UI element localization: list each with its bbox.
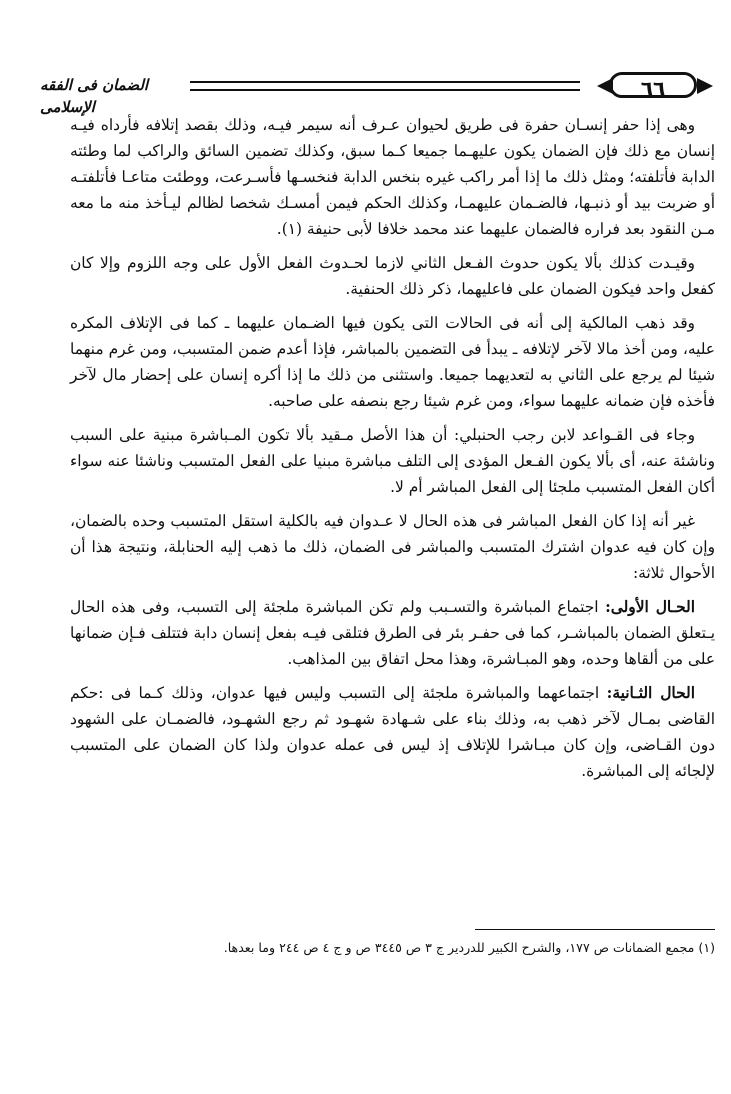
footnote-separator <box>475 929 715 930</box>
paragraph-text: وقد ذهب المالكية إلى أنه فى الحالات التى يكون فيها الضـمان عليهما ـ كما فى الإتلاف المكره عليه، ومن أخذ مالا لآخر لإتلافه ـ يبدأ فى التضمين بالمباشر، فإذا أعدم ضمن المتسبب، ومن غرم منهما شيئا لم يرجع على الثاني به لتعديهما جميعا. واستثنى من ذلك ما إذا أكره إنسان على إحضار مال لآخر فأخذه فإن ضمانه عليهما سواء، ومن غرم شيئا رجع بنصفه على صاحبه. <box>70 314 715 410</box>
paragraph <box>70 680 715 784</box>
paragraph-text: غير أنه إذا كان الفعل المباشر فى هذه الحال لا عـدوان فيه بالكلية استقل المتسبب وحده بالضمان، وإن كان فيه عدوان اشترك المتسبب والمباشر فى الضمان، ذلك ما ذهب إليه الحنابلة، ونتيجة هذا أن الأحوال ثلاثة: <box>70 512 715 582</box>
page-header <box>40 72 715 116</box>
paragraph-text: وجاء فى القـواعد لابن رجب الحنبلي: أن هذا الأصل مـقيد بألا تكون المـباشرة مبنية على السبب وناشئة عنه، أى بألا يكون الفـعل المؤدى إلى التلف مباشرة مبنيا على الفعل المتسبب وناشئا عنه سواء أكان الفعل المتسبب ملجئا إلى الفعل المباشر أم لا. <box>70 426 715 496</box>
paragraph-text: وقيـدت كذلك بألا يكون حدوث الفـعل الثاني لازما لحـدوث الفعل الأول على وجه اللزوم وإلا كان كفعل واحد فيكون الضمان على فاعليهما، ذكر ذلك الحنفية. <box>70 254 715 298</box>
paragraph-text: اجتماعهما والمباشرة ملجئة إلى التسبب وليس فيها عدوان، وذلك كـما فى :حكم القاضى بمـال لآخر ذهب به، وذلك بناء على شـهادة شهـود ثم رجع الشهـود، فالضمـان على الشهود دون القـاضى، وإن كان مبـاشرا للإتلاف إذ ليس فى عمله عدوان ولذا كان الضمان على المتسبب لإلجائه إلى المباشرة. <box>70 684 715 780</box>
main-text <box>70 112 715 792</box>
paragraph <box>70 422 715 500</box>
right-arrow-ornament <box>697 78 713 94</box>
page-number: ٦٦ <box>609 72 697 98</box>
paragraph <box>70 594 715 672</box>
paragraph-text: اجتماع المباشرة والتسـبب ولم تكن المباشرة ملجئة إلى التسبب، وفى هذه الحال يـتعلق الضمان بالمباشـر، كما فى حفـر بئر فى الطرق فتلقى فيـه بفعل إنسان دابة فتتلف فـإن ضمانها على من ألقاها وحده، وهو المبـاشرة، وهذا محل اتفاق بين المذاهب. <box>70 598 715 668</box>
paragraph <box>70 508 715 586</box>
left-arrow-ornament <box>597 78 613 94</box>
paragraph <box>70 310 715 414</box>
paragraph <box>70 112 715 242</box>
footnote: (١) مجمع الضمانات ص ١٧٧، والشرح الكبير للدردير ج ٣ ص ٣٤٤٥ ص و ج ٤ ص ٢٤٤ وما بعدها. <box>223 940 715 955</box>
header-rule <box>190 81 580 91</box>
paragraph <box>70 250 715 302</box>
running-title: الضمان فى الفقه الإسلامى <box>40 76 149 116</box>
paragraph-text: وهى إذا حفر إنسـان حفرة فى طريق لحيوان عـرف أنه سيمر فيـه، وذلك بقصد إتلافه فأرداه فيـه إنسان مع ذلك فإن الضمان يكون عليهـما جميعا كـما سبق، وكذلك تضمين السائق والراكب لما وطئته الدابة فأتلفته؛ ومثل ذلك ما إذا أمر راكب غيره بنخس الدابة فنخسـها فأسـرعت، ووطئت متاعـا فأتلفتـه أو ضربت بيد أو ذنبـها، فالضـمان عليهمـا، وكذلك الحكم فيمن أمسـك شخصا لظالم ليـأخذ منه ما معه مـن النقود بعد فراره فالضمان عليهما عند محمد خلافا لأبى حنيفة (١). <box>70 116 715 238</box>
paragraph-lead: الحال الثـانية: <box>606 684 695 702</box>
paragraph-lead: الحـال الأولى: <box>605 598 695 616</box>
